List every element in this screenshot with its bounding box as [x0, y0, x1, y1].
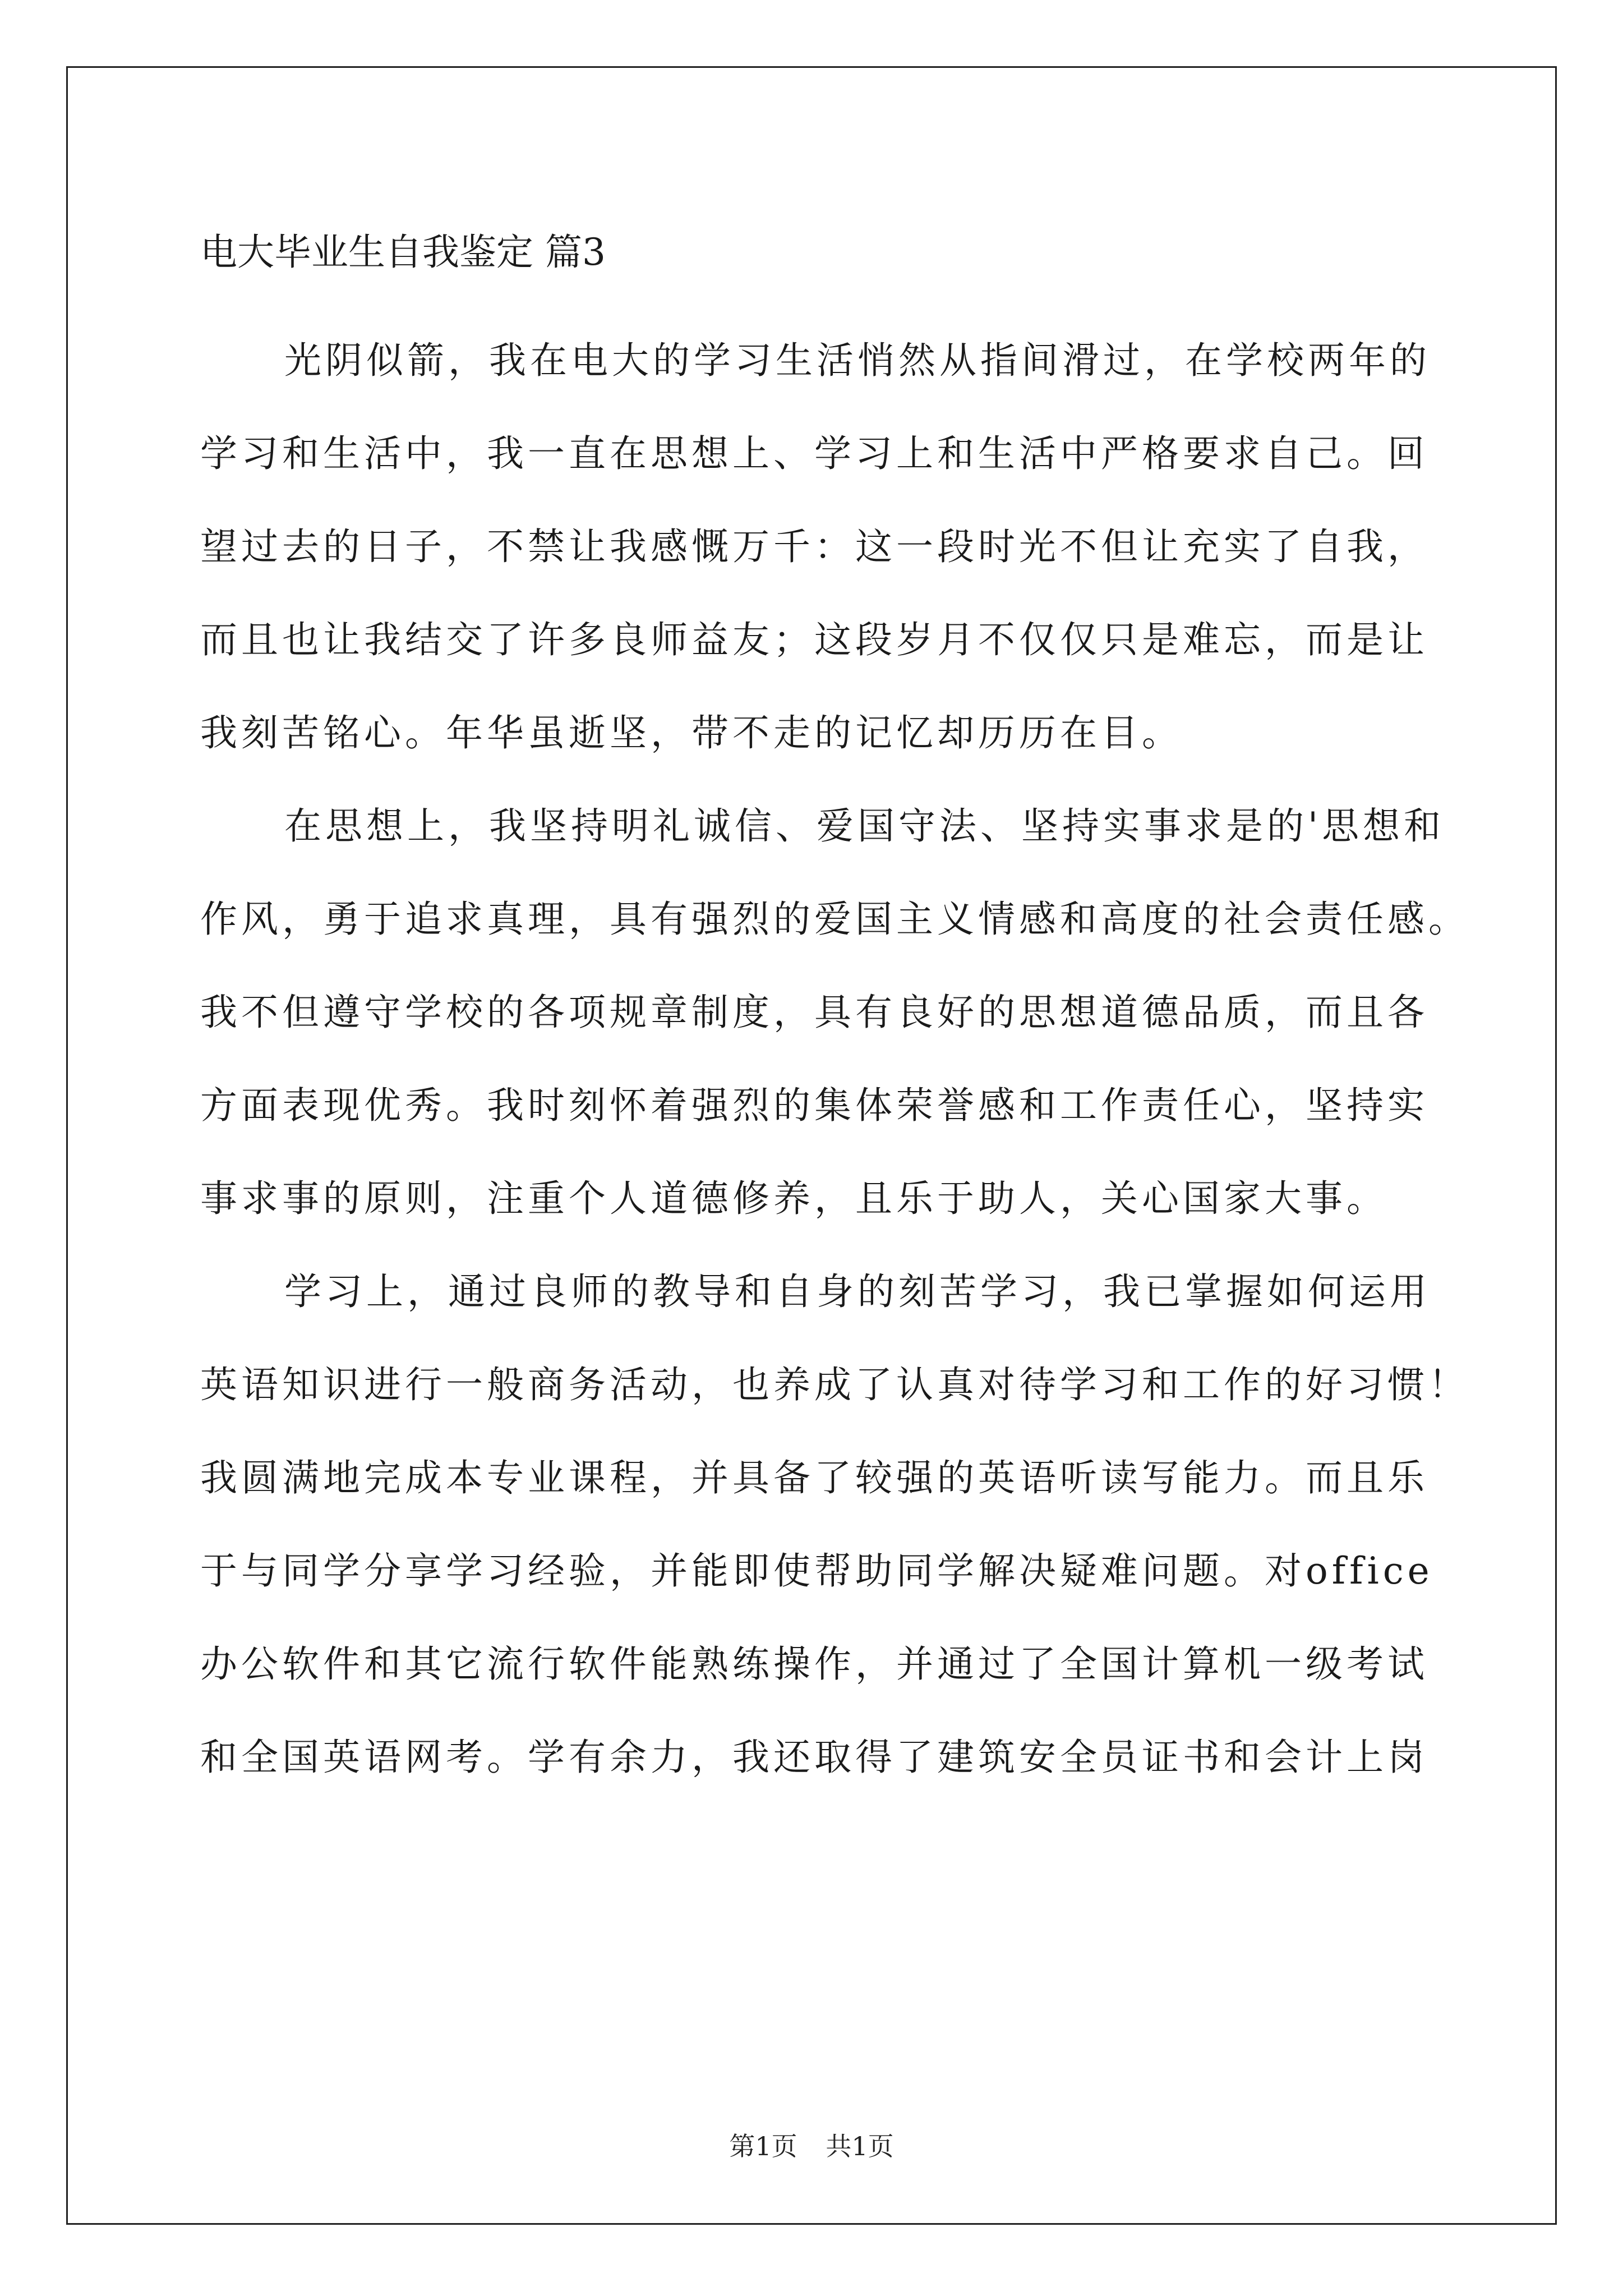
page-footer	[0, 2126, 1623, 2163]
document-body	[200, 213, 1469, 1804]
paragraph-line: 作风，勇于追求真理，具有强烈的爱国主义情感和高度的社会责任感。	[200, 898, 1469, 941]
paragraph-line: 和全国英语网考。学有余力，我还取得了建筑安全员证书和会计上岗	[200, 1736, 1428, 1779]
paragraph-line: 办公软件和其它流行软件能熟练操作，并通过了全国计算机一级考试	[200, 1642, 1428, 1686]
paragraph-line: 我刻苦铭心。年华虽逝坚，带不走的记忆却历历在目。	[200, 711, 1183, 754]
paragraph-line: 方面表现优秀。我时刻怀着强烈的集体荣誉感和工作责任心，坚持实	[200, 1084, 1428, 1127]
paragraph-line: 望过去的日子，不禁让我感慨万千：这一段时光不但让充实了自我，	[200, 525, 1428, 568]
page-total: 共1页	[826, 2131, 894, 2161]
paragraph-line: 我不但遵守学校的各项规章制度，具有良好的思想道德品质，而且各	[200, 991, 1428, 1034]
page-number: 第1页	[729, 2131, 797, 2161]
paragraph-line: 在思想上，我坚持明礼诚信、爱国守法、坚持实事求是的'思想和	[284, 804, 1445, 848]
paragraph-line: 而且也让我结交了许多良师益友；这段岁月不仅仅只是难忘，而是让	[200, 618, 1428, 661]
document-title: 电大毕业生自我鉴定 篇3	[200, 231, 606, 274]
paragraph-line: 英语知识进行一般商务活动，也养成了认真对待学习和工作的好习惯！	[200, 1363, 1469, 1406]
paragraph-line: 于与同学分享学习经验，并能即使帮助同学解决疑难问题。对office	[200, 1549, 1433, 1593]
paragraph-line: 学习上，通过良师的教导和自身的刻苦学习，我已掌握如何运用	[284, 1270, 1431, 1313]
paragraph-line: 学习和生活中，我一直在思想上、学习上和生活中严格要求自己。回	[200, 432, 1428, 475]
paragraph-line: 事求事的原则，注重个人道德修养，且乐于助人，关心国家大事。	[200, 1177, 1387, 1220]
paragraph-line: 光阴似箭，我在电大的学习生活悄然从指间滑过，在学校两年的	[284, 339, 1431, 382]
paragraph-line: 我圆满地完成本专业课程，并具备了较强的英语听读写能力。而且乐	[200, 1456, 1428, 1499]
